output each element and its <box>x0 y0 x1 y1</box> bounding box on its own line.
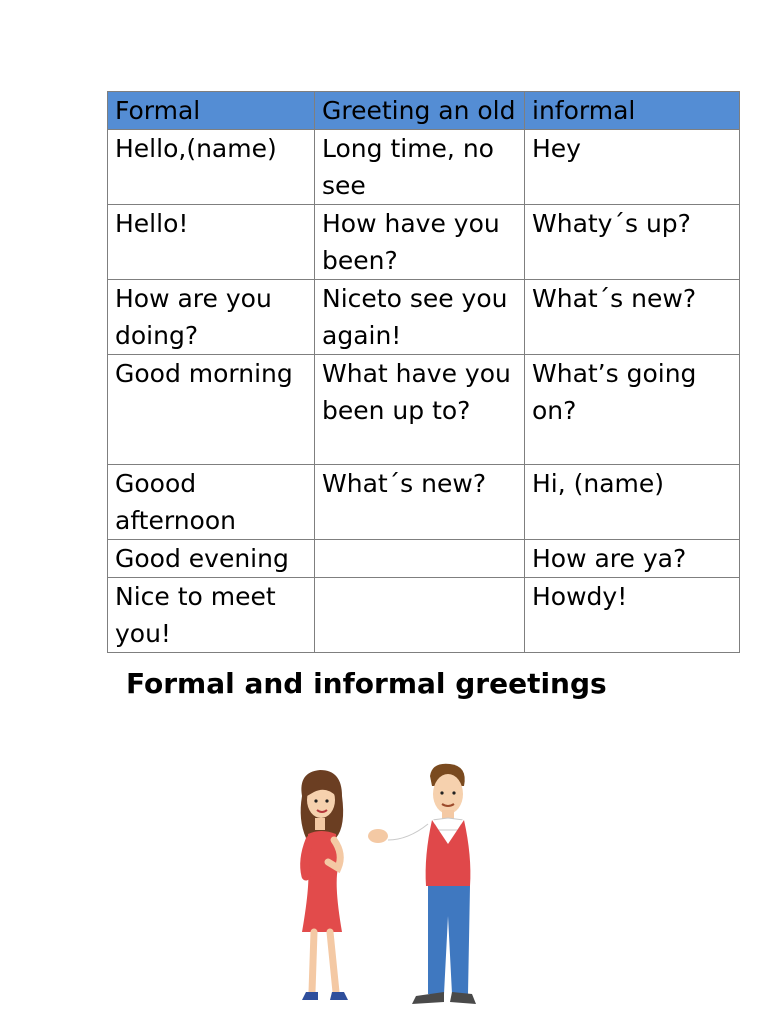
table-cell: Whaty´s up? <box>525 205 740 280</box>
table-cell: Goood afternoon <box>108 465 315 540</box>
table-cell: Hello! <box>108 205 315 280</box>
table-cell: Good morning <box>108 355 315 465</box>
table-row <box>108 578 740 653</box>
table-cell: Hello,(name) <box>108 130 315 205</box>
man-figure <box>368 764 479 1004</box>
table-cell: Long time, no see <box>315 130 525 205</box>
caption: Formal and informal greetings <box>126 667 607 700</box>
header-informal: informal <box>525 92 740 130</box>
table-cell: Hi, (name) <box>525 465 740 540</box>
greeting-people-illustration <box>272 756 524 1024</box>
table-row <box>108 355 740 465</box>
header-formal: Formal <box>108 92 315 130</box>
table-row <box>108 280 740 355</box>
table-cell: What´s new? <box>315 465 525 540</box>
table-cell: Niceto see you again! <box>315 280 525 355</box>
table-row <box>108 465 740 540</box>
header-row <box>108 92 740 130</box>
table-cell: Howdy! <box>525 578 740 653</box>
table-cell: How are you doing? <box>108 280 315 355</box>
table-cell: How have you been? <box>315 205 525 280</box>
table-cell: Hey <box>525 130 740 205</box>
table-cell: Good evening <box>108 540 315 578</box>
table-cell: How are ya? <box>525 540 740 578</box>
table-cell <box>315 540 525 578</box>
greetings-table <box>107 91 740 653</box>
table-cell <box>315 578 525 653</box>
woman-figure <box>301 770 348 1000</box>
table-cell: What have you been up to? <box>315 355 525 465</box>
table-row <box>108 540 740 578</box>
table-row <box>108 205 740 280</box>
table-cell: What´s new? <box>525 280 740 355</box>
table-cell: What’s going on? <box>525 355 740 465</box>
header-greeting-old: Greeting an old <box>315 92 525 130</box>
table-cell: Nice to meet you! <box>108 578 315 653</box>
table-row <box>108 130 740 205</box>
